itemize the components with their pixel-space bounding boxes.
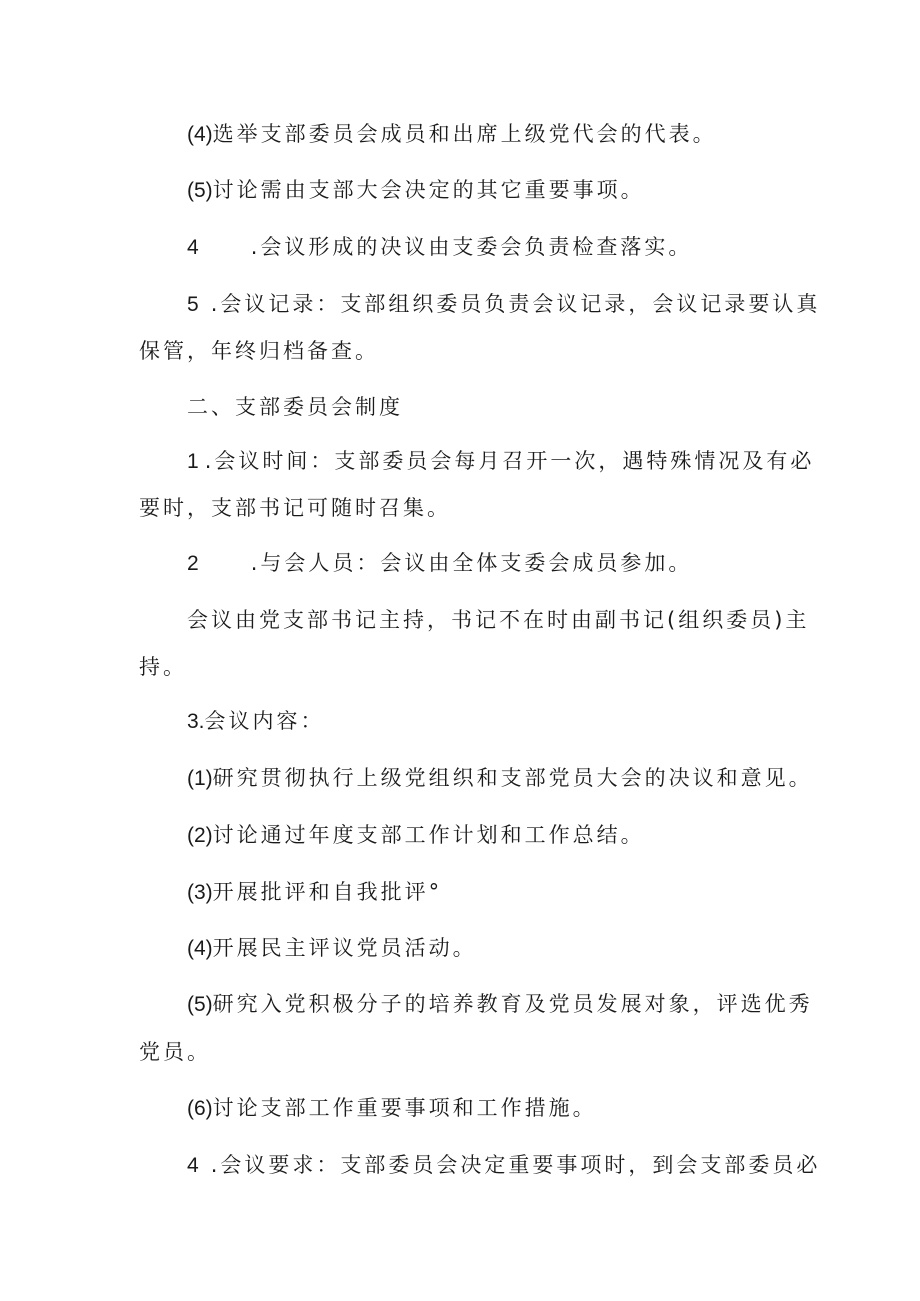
- list-item: [187, 989, 813, 1020]
- item-text: 研究贯彻执行上级党组织和支部党员大会的决议和意见。: [212, 766, 813, 790]
- paragraph-text: .会议记录：支部组织委员负责会议记录，会议记录要认真: [210, 292, 821, 316]
- paragraph-number: 5: [187, 293, 199, 316]
- numbered-paragraph: [187, 1150, 820, 1181]
- paragraph: 会议由党支部书记主持，书记不在时由副书记(组织委员)主: [187, 608, 810, 632]
- list-item: [187, 175, 645, 206]
- paragraph-text: .会议要求：支部委员会决定重要事项时，到会支部委员必: [210, 1153, 821, 1177]
- numbered-paragraph: [187, 548, 692, 579]
- item-number: (3): [187, 881, 213, 904]
- paragraph-text: .与会人员：会议由全体支委会成员参加。: [250, 551, 693, 575]
- item-number: (5): [187, 993, 213, 1016]
- item-text: 讨论需由支部大会决定的其它重要事项。: [212, 178, 645, 202]
- item-number: (5): [187, 179, 213, 202]
- list-item: [187, 820, 645, 851]
- paragraph-text: 会议内容：: [204, 709, 325, 733]
- numbered-paragraph: [187, 706, 325, 737]
- list-item: [187, 933, 477, 964]
- paragraph-continuation: 党员。: [139, 1040, 211, 1064]
- numbered-paragraph: [187, 289, 820, 320]
- item-text: 开展批评和自我批评°: [212, 880, 443, 904]
- paragraph-continuation: 保管，年终归档备查。: [139, 339, 379, 363]
- item-text: 讨论通过年度支部工作计划和工作总结。: [212, 823, 645, 847]
- item-number: (6): [187, 1097, 213, 1120]
- item-number: (1): [187, 767, 213, 790]
- paragraph-text: .会议时间：支部委员会每月召开一次，遇特殊情况及有必: [204, 449, 815, 473]
- numbered-paragraph: [187, 232, 692, 263]
- paragraph-number: 1: [187, 450, 199, 473]
- paragraph-text: .会议形成的决议由支委会负责检查落实。: [250, 235, 693, 259]
- paragraph-number: 4: [187, 1154, 199, 1177]
- item-number: (4): [187, 123, 213, 146]
- list-item: [187, 119, 717, 150]
- paragraph-number: 4: [187, 236, 199, 259]
- item-number: (4): [187, 937, 213, 960]
- item-text: 研究入党积极分子的培养教育及党员发展对象，评选优秀: [212, 992, 813, 1016]
- paragraph-continuation: 持。: [139, 655, 187, 679]
- item-text: 开展民主评议党员活动。: [212, 936, 477, 960]
- item-text: 选举支部委员会成员和出席上级党代会的代表。: [212, 122, 717, 146]
- paragraph-number: 3.: [187, 710, 205, 733]
- list-item: [187, 763, 813, 794]
- item-number: (2): [187, 824, 213, 847]
- paragraph-number: 2: [187, 552, 199, 575]
- list-item: [187, 1093, 597, 1124]
- item-text: 讨论支部工作重要事项和工作措施。: [212, 1096, 597, 1120]
- paragraph-continuation: 要时，支部书记可随时召集。: [139, 496, 451, 520]
- section-heading: 二、支部委员会制度: [187, 395, 403, 419]
- numbered-paragraph: [187, 446, 814, 477]
- list-item: [187, 877, 442, 908]
